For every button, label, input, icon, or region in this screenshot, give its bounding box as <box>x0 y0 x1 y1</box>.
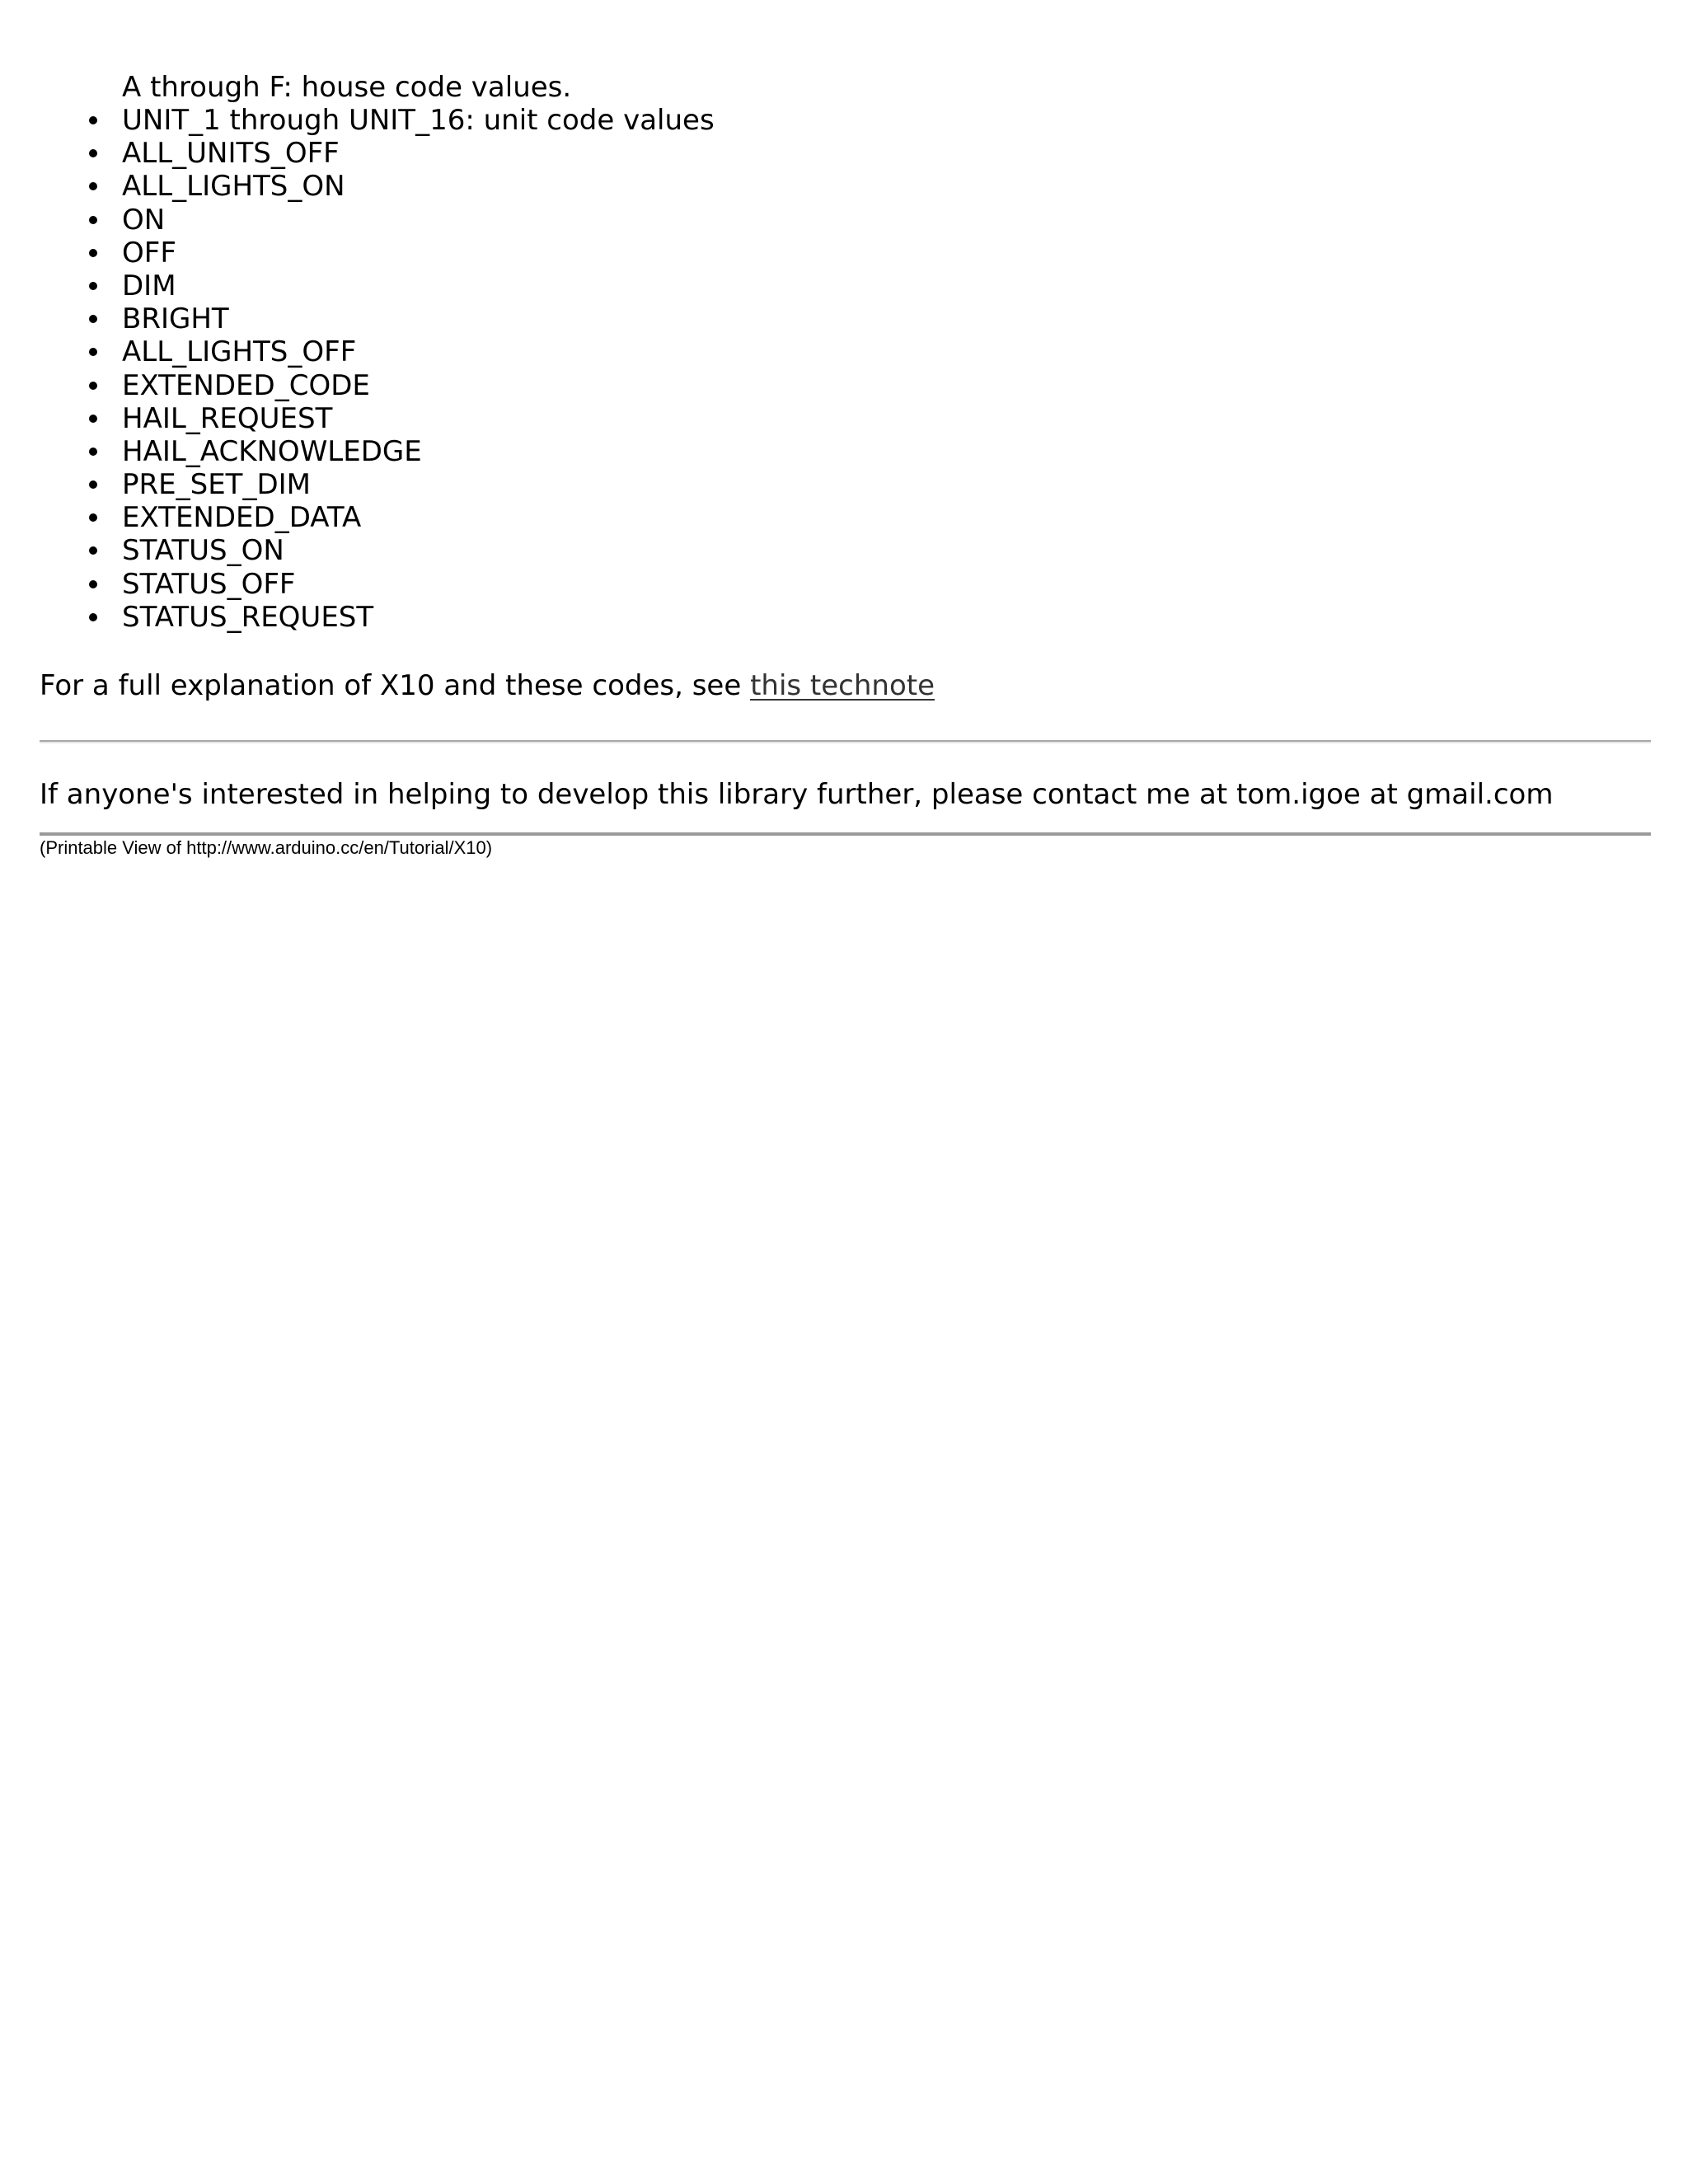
list-item-label: STATUS_ON <box>122 534 284 568</box>
technote-link[interactable]: this technote <box>750 669 935 702</box>
list-item-label: ALL_LIGHTS_ON <box>122 170 345 204</box>
list-item-label: EXTENDED_DATA <box>122 501 362 535</box>
list-item-label: BRIGHT <box>122 302 229 336</box>
bullet-icon <box>89 116 97 124</box>
bullet-icon <box>89 546 97 555</box>
list-item <box>122 237 715 269</box>
bullet-icon <box>89 382 97 390</box>
list-item-label: ALL_LIGHTS_OFF <box>122 335 357 369</box>
bullet-icon <box>89 149 97 157</box>
list-item-label: STATUS_REQUEST <box>122 600 374 634</box>
code-list <box>122 104 715 634</box>
bullet-icon <box>89 182 97 190</box>
bullet-icon <box>89 315 97 323</box>
list-item <box>122 369 715 402</box>
printable-view-note: (Printable View of http://www.arduino.cc/en/Tutorial/X10) <box>40 837 493 858</box>
horizontal-rule <box>40 740 1651 743</box>
list-item <box>122 402 715 435</box>
list-item <box>122 601 715 634</box>
list-item-label: ALL_UNITS_OFF <box>122 137 340 171</box>
bullet-icon <box>89 282 97 290</box>
list-item-label: DIM <box>122 269 176 302</box>
footer-divider <box>40 832 1651 836</box>
list-item <box>122 501 715 534</box>
list-item <box>122 269 715 302</box>
list-item-label: PRE_SET_DIM <box>122 468 311 502</box>
list-item <box>122 204 715 237</box>
list-item <box>122 335 715 368</box>
bullet-icon <box>89 249 97 257</box>
list-item-label: HAIL_REQUEST <box>122 401 333 435</box>
list-item-label: OFF <box>122 236 176 269</box>
list-item-label: ON <box>122 203 166 237</box>
bullet-icon <box>89 580 97 588</box>
list-item <box>122 468 715 501</box>
list-item <box>122 170 715 203</box>
list-item <box>122 104 715 137</box>
list-item <box>122 534 715 567</box>
list-item-label: STATUS_OFF <box>122 567 296 601</box>
list-item-label: UNIT_1 through UNIT_16: unit code values <box>122 104 715 137</box>
bullet-icon <box>89 480 97 489</box>
contact-paragraph: If anyone's interested in helping to develop this library further, please contact me at tom.igoe at gmail.com <box>40 778 1554 811</box>
list-item <box>122 302 715 335</box>
list-lead-text: A through F: house code values. <box>122 71 572 104</box>
list-item-label: HAIL_ACKNOWLEDGE <box>122 434 422 468</box>
list-item <box>122 568 715 601</box>
explanation-paragraph <box>40 669 935 702</box>
list-item <box>122 435 715 468</box>
explanation-text: For a full explanation of X10 and these codes, see <box>40 669 751 702</box>
bullet-icon <box>89 448 97 456</box>
bullet-icon <box>89 348 97 356</box>
list-item-label: EXTENDED_CODE <box>122 368 370 402</box>
bullet-icon <box>89 513 97 522</box>
bullet-icon <box>89 415 97 423</box>
list-item <box>122 137 715 170</box>
bullet-icon <box>89 613 97 621</box>
bullet-icon <box>89 216 97 224</box>
